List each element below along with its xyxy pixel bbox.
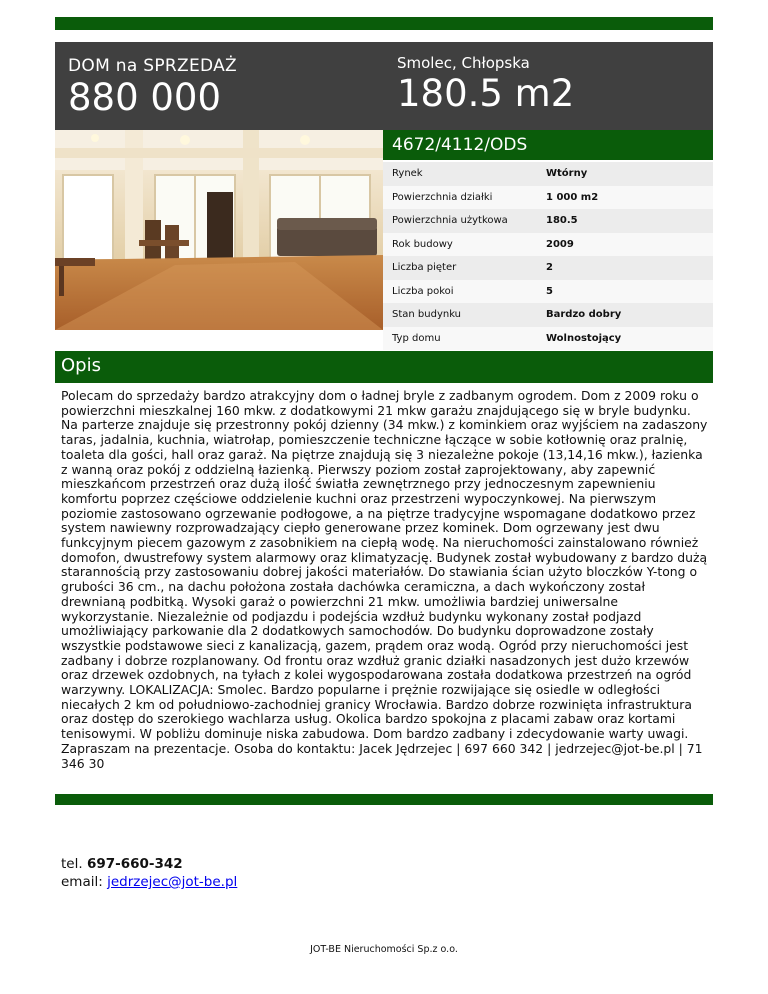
- param-value: Wolnostojący: [546, 332, 622, 344]
- param-row: [383, 256, 713, 280]
- listing-reference: 4672/4112/ODS: [392, 135, 528, 155]
- listing-area: 180.5 m2: [397, 72, 575, 115]
- param-value: 2: [546, 262, 553, 274]
- param-row: [383, 162, 713, 186]
- param-value: 180.5: [546, 215, 578, 227]
- phone-number[interactable]: 697-660-342: [86, 856, 183, 872]
- listing-location: Smolec, Chłopska: [397, 54, 530, 72]
- footer-company: JOT-BE Nieruchomości Sp.z o.o.: [310, 944, 458, 955]
- param-label: Rok budowy: [392, 238, 453, 250]
- param-row: [383, 209, 713, 233]
- param-value: Bardzo dobry: [546, 309, 622, 321]
- param-value: 1 000 m2: [546, 191, 599, 203]
- bottom-accent-bar: [55, 794, 713, 805]
- param-value: Wtórny: [546, 168, 588, 180]
- email-link[interactable]: jedrzejec@jot-be.pl: [107, 874, 238, 890]
- description-text: Polecam do sprzedaży bardzo atrakcyjny dom o ładnej bryle z zadbanym ogrodem. Dom z 2009 roku o powierzchni mieszkalnej 160 mkw. z dodatkowymi 21 mkw garażu znajdującego się w bryle budynku. Na parterze znajduje się przestronny pokój dzienny (34 mkw.) z kominkiem oraz wyjściem na zadaszony taras, jadalnia, kuchnia, wiatrołap, pomieszczenie techniczne łączące w sobie kotłownię oraz pralnię, toaleta dla gości, hall oraz garaż. Na piętrze znajdują się 3 niezależne pokoje (13,14,16 mkw.), łazienka z wanną oraz pokój z oddzielną łazienką. Pierwszy poziom został zaprojektowany, aby zapewnić mieszkańcom przestrzeń oraz dużą ilość światła zewnętrznego przy jednoczesnym zapewnieniu komfortu poprzez częściowe oddzielenie kuchni oraz przestrzeni wypoczynkowej. Na pierwszym poziomie zastosowano ogrzewanie podłogowe, a na piętrze tradycyjne wspomagane dodatkowo przez system nawiewny rozprowadzający ciepło generowane przez kominek. Dom ogrzewany jest dwu funkcyjnym piecem gazowym z zasobnikiem na ciepłą wodę. Na nieruchomości zainstalowano również domofon, dwustrefowy system alarmowy oraz klimatyzację. Budynek został wybudowany z bardzo dużą starannością przy zastosowaniu dobrej jakości materiałów. Do stawiania ścian użyto bloczków Y-tong o grubości 36 cm., na dachu położona została dachówka ceramiczna, a dach wykończony został drewnianą podbitką. Wysoki garaż o powierzchni 21 mkw. umożliwia bardziej uniwersalne wykorzystanie. Niezależnie od podjazdu i podejścia wzdłuż budynku wykonany został podjazd umożliwiający parkowanie dla 2 dodatkowych samochodów. Do budynku doprowadzone zostały wszystkie podstawowe sieci z kanalizacją, gazem, prądem oraz wodą. Ogród przy nieruchomości jest zadbany i dobrze rozplanowany. Od frontu oraz wzdłuż granic działki nasadzonych jest dużo krzewów oraz drzewek ozdobnych, na tyłach z kolei wygospodarowana została dodatkowa przestrzeń na ogród warzywny. LOKALIZACJA: Smolec. Bardzo popularne i prężnie rozwijające się osiedle w odległości niecałych 2 km od południowo-zachodniej granicy Wrocławia. Bardzo dobrze rozwinięta infrastruktura oraz dostęp do szerokiego wachlarza usług. Okolica bardzo spokojna z placami zabaw oraz kortami tenisowymi. W pobliżu dominuje niska zabudowa. Dom bardzo zadbany i zdecydowanie warty uwagi. Zapraszam na prezentacje. Osoba do kontaktu: Jacek Jędrzejec | 697 660 342 | jedrzejec@jot-be.pl | 71 346 30: [61, 388, 708, 771]
- phone-label: tel.: [61, 856, 83, 872]
- param-row: [383, 186, 713, 210]
- param-label: Liczba pięter: [392, 262, 457, 274]
- description-header: [55, 351, 713, 383]
- listing-header: [55, 42, 713, 130]
- email-label: email:: [61, 874, 103, 890]
- param-row: [383, 280, 713, 304]
- reference-bar: [383, 130, 713, 160]
- param-label: Typ domu: [392, 332, 441, 344]
- param-value: 2009: [546, 238, 574, 250]
- description-title: Opis: [61, 355, 101, 376]
- contact-block: [61, 855, 237, 891]
- param-row: [383, 303, 713, 327]
- top-accent-bar: [55, 17, 713, 30]
- listing-type-label: DOM na SPRZEDAŻ: [68, 56, 237, 76]
- contact-email: [61, 873, 237, 891]
- param-label: Rynek: [392, 168, 423, 180]
- param-label: Powierzchnia działki: [392, 191, 493, 203]
- contact-phone: [61, 855, 237, 873]
- listing-price: 880 000: [68, 76, 222, 119]
- param-label: Powierzchnia użytkowa: [392, 215, 508, 227]
- param-row: [383, 233, 713, 257]
- param-label: Liczba pokoi: [392, 285, 454, 297]
- param-label: Stan budynku: [392, 309, 462, 321]
- param-value: 5: [546, 285, 553, 297]
- property-photo: [55, 130, 383, 330]
- parameters-table: [383, 162, 713, 350]
- param-row: [383, 327, 713, 351]
